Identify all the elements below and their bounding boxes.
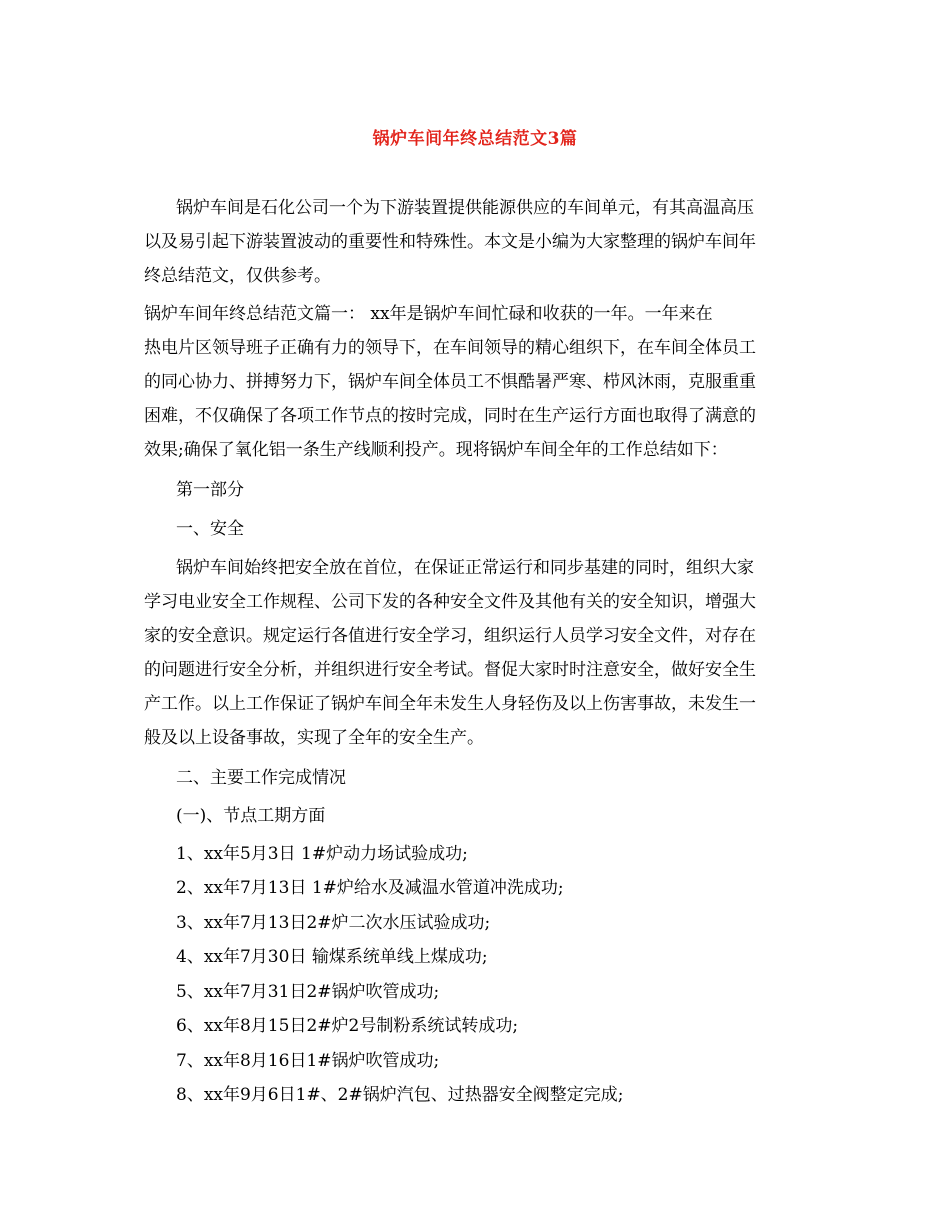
list-item: 5、xx年7月31日2#锅炉吹管成功; bbox=[176, 982, 440, 1002]
paragraph-line: 以及易引起下游装置波动的重要性和特殊性。本文是小编为大家整理的锅炉车间年 bbox=[144, 232, 756, 252]
paragraph-line: 产工作。以上工作保证了锅炉车间全年未发生人身轻伤及以上伤害事故，未发生一 bbox=[144, 694, 756, 714]
list-item: 6、xx年8月15日2#炉2号制粉系统试转成功; bbox=[176, 1016, 519, 1036]
section-heading: 一、安全 bbox=[176, 519, 244, 539]
list-item: 7、xx年8月16日1#锅炉吹管成功; bbox=[176, 1051, 440, 1071]
section-heading: (一)、节点工期方面 bbox=[176, 806, 326, 826]
paragraph-line: 终总结范文，仅供参考。 bbox=[144, 266, 331, 286]
document-title: 锅炉车间年终总结范文3篇 bbox=[372, 129, 578, 149]
list-item: 4、xx年7月30日 输煤系统单线上煤成功; bbox=[176, 947, 488, 967]
paragraph-line: 热电片区领导班子正确有力的领导下，在车间领导的精心组织下，在车间全体员工 bbox=[144, 338, 756, 358]
paragraph-line: 效果;确保了氧化铝一条生产线顺利投产。现将锅炉车间全年的工作总结如下： bbox=[144, 440, 728, 460]
list-item: 8、xx年9月6日1#、2#锅炉汽包、过热器安全阀整定完成; bbox=[176, 1085, 624, 1105]
paragraph-line: 的同心协力、拼搏努力下，锅炉车间全体员工不惧酷暑严寒、栉风沐雨，克服重重 bbox=[144, 372, 756, 392]
list-item: 2、xx年7月13日 1#炉给水及减温水管道冲洗成功; bbox=[176, 878, 564, 898]
paragraph-line: 困难，不仅确保了各项工作节点的按时完成，同时在生产运行方面也取得了满意的 bbox=[144, 406, 756, 426]
paragraph-line: 锅炉车间始终把安全放在首位，在保证正常运行和同步基建的同时，组织大家 bbox=[176, 558, 754, 578]
paragraph-line: 的问题进行安全分析，并组织进行安全考试。督促大家时时注意安全，做好安全生 bbox=[144, 660, 756, 680]
list-item: 1、xx年5月3日 1#炉动力场试验成功; bbox=[176, 844, 468, 864]
section-heading: 第一部分 bbox=[176, 480, 244, 500]
paragraph-line: 家的安全意识。规定运行各值进行安全学习，组织运行人员学习安全文件，对存在 bbox=[144, 626, 756, 646]
list-item: 3、xx年7月13日2#炉二次水压试验成功; bbox=[176, 913, 491, 933]
paragraph-line: 锅炉车间年终总结范文篇一： xx年是锅炉车间忙碌和收获的一年。一年来在 bbox=[144, 304, 713, 324]
paragraph-line: 般及以上设备事故，实现了全年的安全生产。 bbox=[144, 728, 484, 748]
paragraph-line: 锅炉车间是石化公司一个为下游装置提供能源供应的车间单元，有其高温高压 bbox=[176, 198, 754, 218]
section-heading: 二、主要工作完成情况 bbox=[176, 768, 346, 788]
paragraph-line: 学习电业安全工作规程、公司下发的各种安全文件及其他有关的安全知识，增强大 bbox=[144, 592, 756, 612]
